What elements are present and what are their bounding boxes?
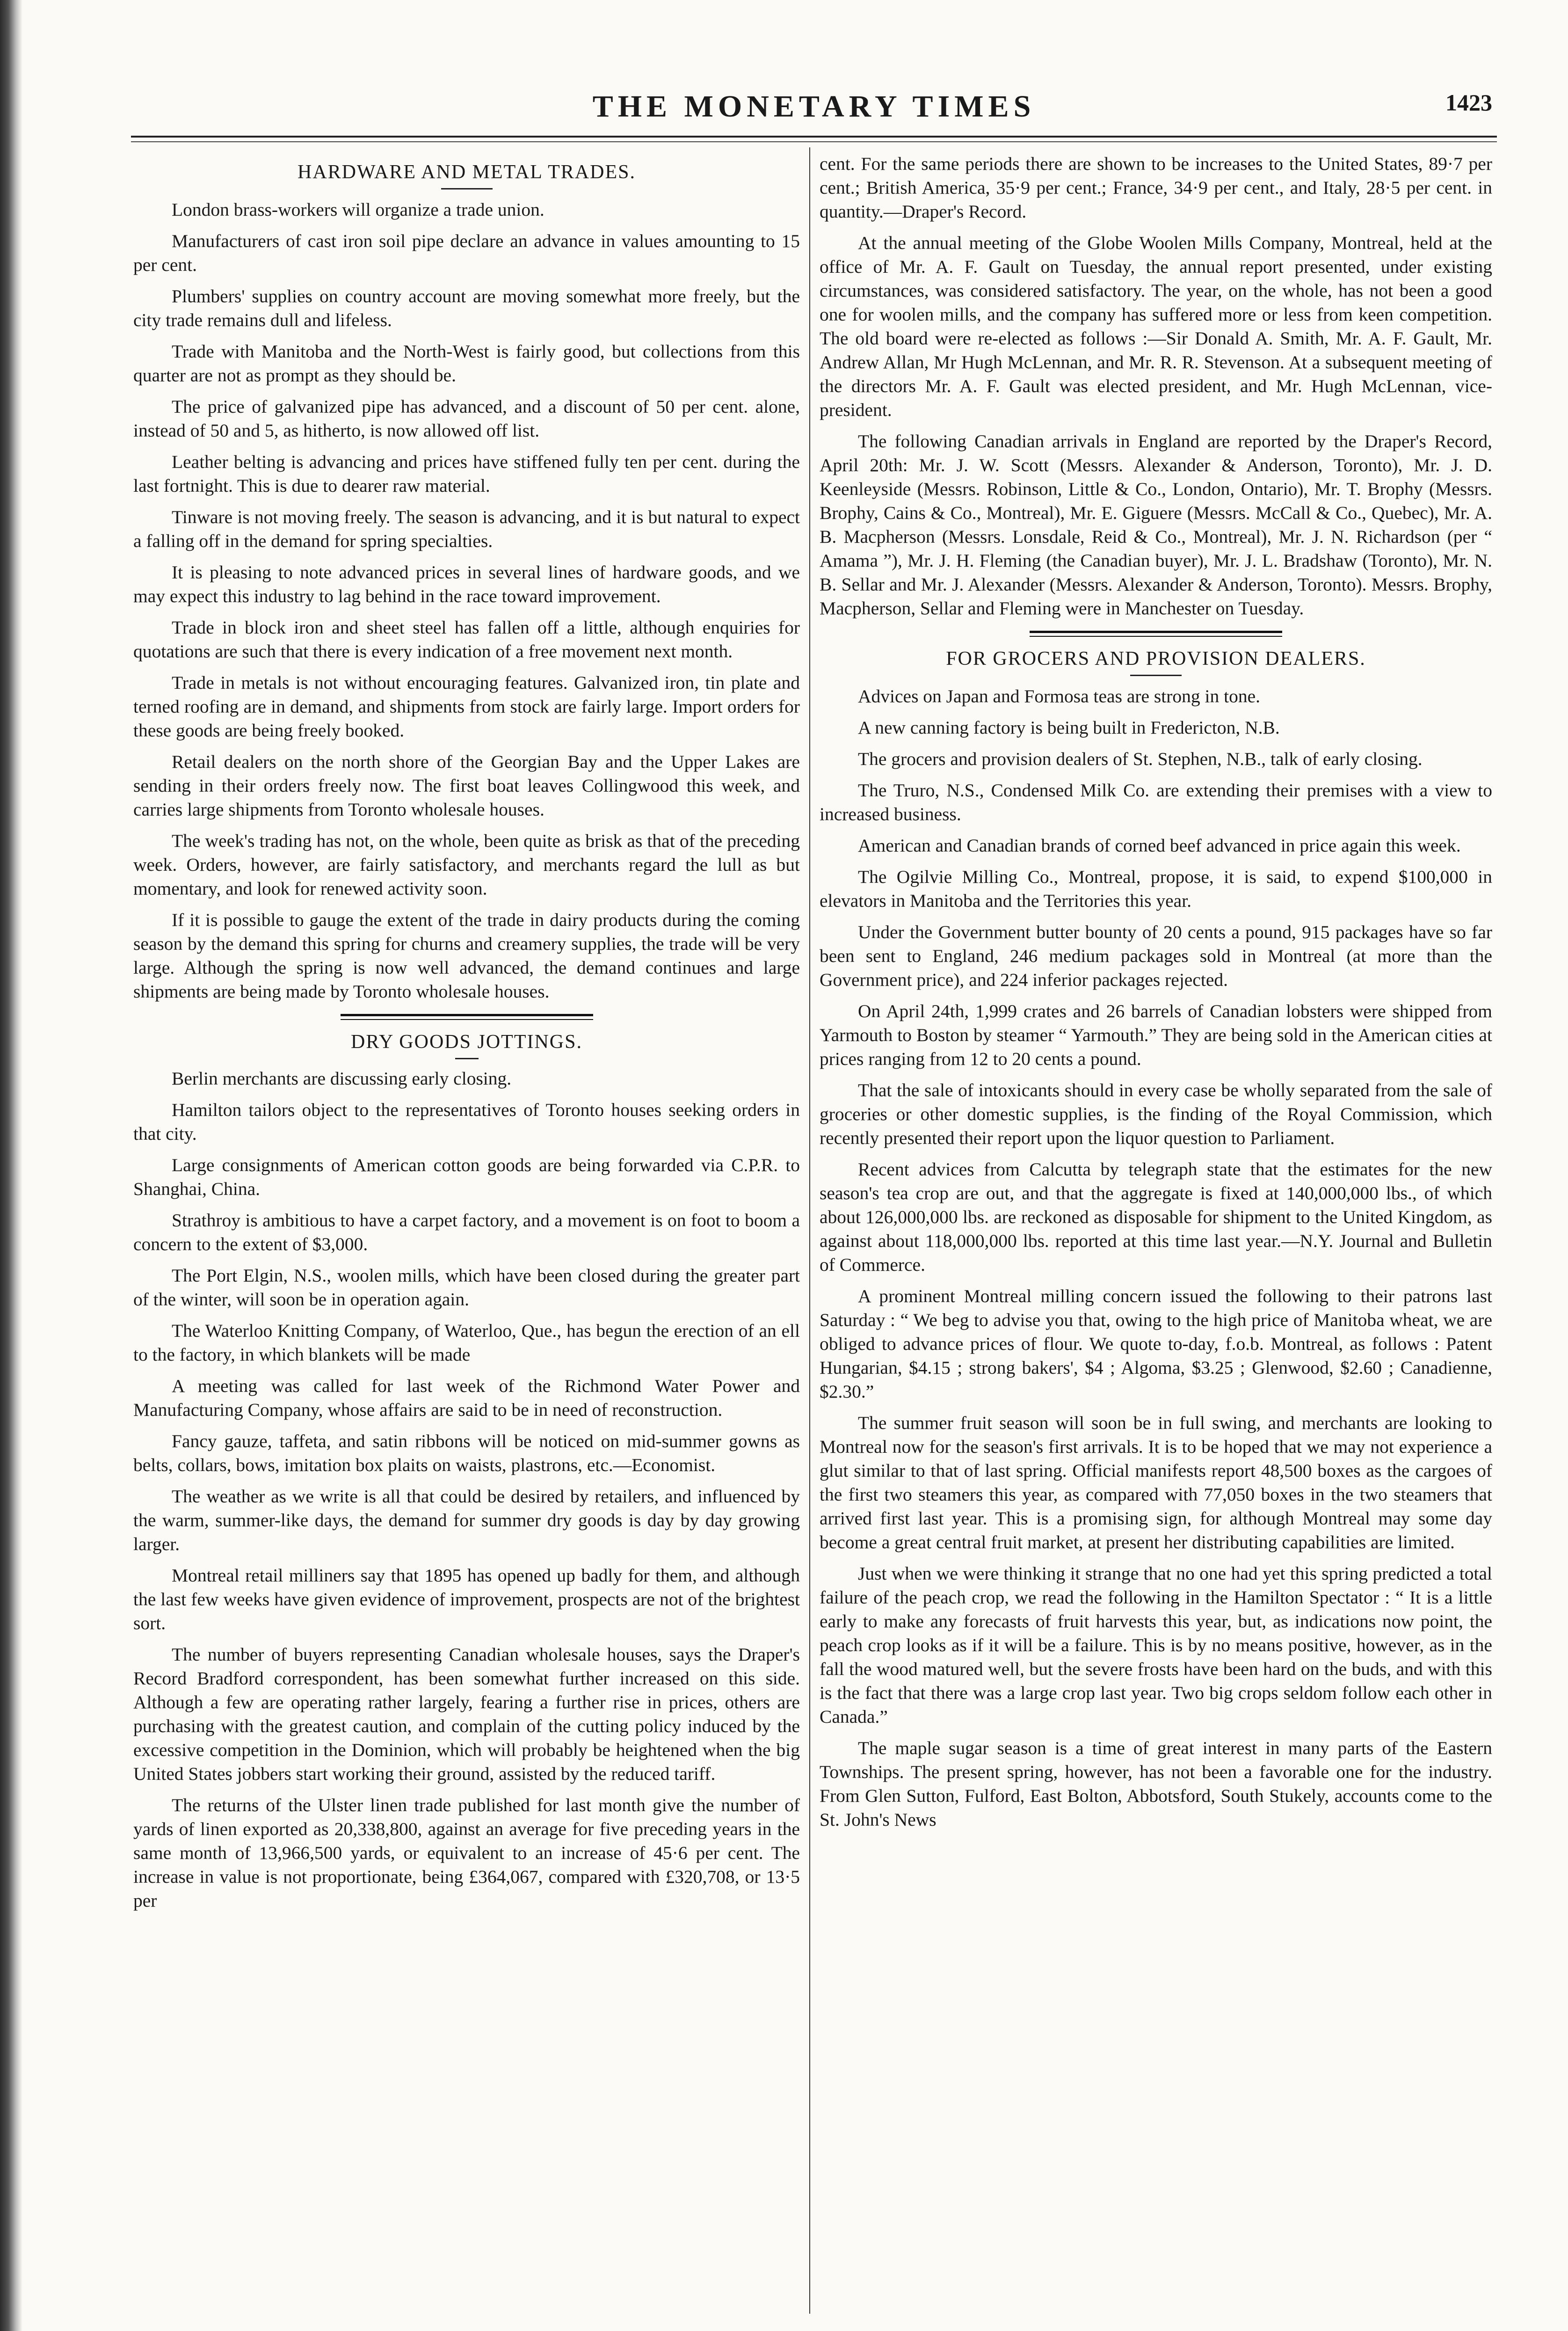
paragraph: The Port Elgin, N.S., woolen mills, which have been closed during the greater part of the winter, will soon be in operation again.: [133, 1265, 800, 1310]
paragraph: Berlin merchants are discussing early closing.: [172, 1068, 512, 1089]
continued-paragraph: cent. For the same periods there are shown to be increases to the United States, 89·7 per cent.; British America, 35·9 per cent.; France, 34·9 per cent., and Italy, 28·5 per cent. in quantity.—Draper's Record.: [820, 153, 1492, 222]
paragraph: Hamilton tailors object to the representatives of Toronto houses seeking orders in that city.: [133, 1100, 800, 1144]
section-title-dry-goods: DRY GOODS JOTTINGS.: [351, 1031, 582, 1053]
header-rule: [131, 136, 1497, 138]
paragraph: A meeting was called for last week of the Richmond Water Power and Manufacturing Company, whose affairs are said to be in need of reconstruction.: [133, 1376, 800, 1420]
paragraph: The Truro, N.S., Condensed Milk Co. are extending their premises with a view to increased business.: [820, 780, 1492, 824]
section-rule: [1130, 675, 1182, 676]
paragraph: Plumbers' supplies on country account are moving somewhat more freely, but the city trade remains dull and lifeless.: [133, 286, 800, 330]
paragraph: Fancy gauze, taffeta, and satin ribbons will be noticed on mid-summer gowns as belts, collars, bows, imitation box plaits on waists, plastrons, etc.—Economist.: [133, 1431, 800, 1475]
hardware-article: [133, 198, 800, 1004]
left-column: [133, 152, 800, 2314]
page-number: 1423: [1445, 89, 1492, 116]
publication-title: THE MONETARY TIMES: [592, 89, 1036, 124]
paragraph: London brass-workers will organize a trade union.: [172, 199, 544, 220]
section-rule: [441, 188, 493, 189]
column-divider: [809, 147, 810, 2314]
paragraph: Trade with Manitoba and the North-West is fairly good, but collections from this quarter are not as prompt as they should be.: [133, 341, 800, 386]
right-column: [820, 152, 1492, 2314]
paragraph: The week's trading has not, on the whole, been quite as brisk as that of the preceding week. Orders, however, are fairly satisfactory, and merchants regard the lull as but momentary, and look for renewed activity soon.: [133, 830, 800, 899]
paragraph: It is pleasing to note advanced prices in several lines of hardware goods, and we may expect this industry to lag behind in the race toward improvement.: [133, 562, 800, 606]
paragraph: At the annual meeting of the Globe Woolen Mills Company, Montreal, held at the office of Mr. A. F. Gault on Tuesday, the annual report presented, under existing circumstances, was considered satisfactory. The year, on the whole, has not been a good one for woolen mills, and the company has suffered more or less from keen competition. The old board were re-elected as follows :—Sir Donald A. Smith, Mr. A. F. Gault, Mr. Andrew Allan, Mr Hugh McLennan, and Mr. R. R. Stevenson. At a subsequent meeting of the directors Mr. A. F. Gault was elected president, and Mr. Hugh McLennan, vice-president.: [820, 233, 1492, 420]
paragraph: A new canning factory is being built in Fredericton, N.B.: [858, 717, 1280, 738]
paragraph: Trade in block iron and sheet steel has fallen off a little, although enquiries for quotations are such that there is every indication of a free movement next month.: [133, 617, 800, 662]
paragraph: Recent advices from Calcutta by telegraph state that the estimates for the new season's tea crop are out, and that the aggregate is fixed at 140,000,000 lbs., of which about 126,000,000 lbs. are reckoned as disposable for shipment to the United Kingdom, as against about 118,000,000 lbs. reported at this time last year.—N.Y. Journal and Bulletin of Commerce.: [820, 1159, 1492, 1275]
paragraph: Tinware is not moving freely. The season is advancing, and it is but natural to expect a falling off in the demand for spring specialties.: [133, 507, 800, 551]
section-title-grocers: FOR GROCERS AND PROVISION DEALERS.: [946, 648, 1366, 670]
paragraph: American and Canadian brands of corned beef advanced in price again this week.: [858, 835, 1461, 856]
paragraph: Montreal retail milliners say that 1895 has opened up badly for them, and although the last few weeks have given evidence of improvement, prospects are not of the brightest sort.: [133, 1565, 800, 1633]
section-rule: [455, 1058, 479, 1059]
paragraph: The following Canadian arrivals in England are reported by the Draper's Record, April 20th: Mr. J. W. Scott (Messrs. Alexander & Anderson, Toronto), Mr. J. D. Keenleyside (Messrs. Robinson, Little & Co., London, Ontario), Mr. T. Brophy (Messrs. Brophy, Cains & Co., Montreal), Mr. E. Giguere (Messrs. McCall & Co., Quebec), Mr. A. B. Macpherson (Messrs. Lonsdale, Reid & Co., Montreal), Mr. J. N. Richardson (per “ Amama ”), Mr. J. H. Fleming (the Canadian buyer), Mr. J. L. Bradshaw (Toronto), Mr. N. B. Sellar and Mr. J. Alexander (Messrs. Alexander & Anderson, Toronto). Messrs. Brophy, Macpherson, Sellar and Fleming were in Manchester on Tuesday.: [820, 431, 1492, 619]
paragraph: The summer fruit season will soon be in full swing, and merchants are looking to Montreal now for the season's first arrivals. It is to be hoped that we may not experience a glut similar to that of last spring. Official manifests report 48,500 boxes as the cargoes of the first two steamers this year, as compared with 77,050 boxes in the two steamers that arrived first last year. This is a promising sign, for although Montreal may some day become a great central fruit market, at present her distributing capabilities are limited.: [820, 1413, 1492, 1552]
paragraph: The maple sugar season is a time of great interest in many parts of the Eastern Townships. The present spring, however, has not been a favorable one for the industry. From Glen Sutton, Fulford, East Bolton, Abbotsford, South Stukely, accounts come to the St. John's News: [820, 1738, 1492, 1830]
paragraph: The weather as we write is all that could be desired by retailers, and influenced by the warm, summer-like days, the demand for summer dry goods is day by day growing larger.: [133, 1486, 800, 1554]
paragraph: The grocers and provision dealers of St. Stephen, N.B., talk of early closing.: [858, 749, 1423, 769]
paragraph: Manufacturers of cast iron soil pipe declare an advance in values amounting to 15 per cent.: [133, 231, 800, 275]
section-title-hardware: HARDWARE AND METAL TRADES.: [298, 161, 636, 183]
page-binding-edge: [0, 0, 22, 2331]
paragraph: Trade in metals is not without encouraging features. Galvanized iron, tin plate and terned roofing are in demand, and shipments from stock are fairly large. Import orders for these goods are being freely booked.: [133, 672, 800, 741]
paragraph: That the sale of intoxicants should in every case be wholly separated from the sale of groceries or other domestic supplies, is the finding of the Royal Commission, which recently presented their report upon the liquor question to Parliament.: [820, 1080, 1492, 1148]
paragraph: On April 24th, 1,999 crates and 26 barrels of Canadian lobsters were shipped from Yarmouth to Boston by steamer “ Yarmouth.” They are being sold in the American cities at prices ranging from 12 to 20 cents a pound.: [820, 1001, 1492, 1069]
paragraph: Leather belting is advancing and prices have stiffened fully ten per cent. during the last fortnight. This is due to dearer raw material.: [133, 452, 800, 496]
paragraph: Under the Government butter bounty of 20 cents a pound, 915 packages have so far been sent to England, 246 medium packages sold in Montreal (at more than the Government price), and 224 inferior packages rejected.: [820, 922, 1492, 990]
section-separator: [341, 1014, 593, 1020]
paragraph: Large consignments of American cotton goods are being forwarded via C.P.R. to Shanghai, China.: [133, 1155, 800, 1199]
grocers-article: [820, 685, 1492, 1832]
paragraph: Retail dealers on the north shore of the Georgian Bay and the Upper Lakes are sending in their orders freely now. The first boat leaves Collingwood this week, and carries large shipments from Toronto wholesale houses.: [133, 751, 800, 820]
paragraph: Advices on Japan and Formosa teas are strong in tone.: [858, 686, 1261, 707]
dry-goods-article: [133, 1067, 800, 1913]
paragraph: The Ogilvie Milling Co., Montreal, propose, it is said, to expend $100,000 in elevators in Manitoba and the Territories this year.: [820, 867, 1492, 911]
paragraph: The price of galvanized pipe has advanced, and a discount of 50 per cent. alone, instead of 50 and 5, as hitherto, is now allowed off list.: [133, 396, 800, 441]
paragraph: A prominent Montreal milling concern issued the following to their patrons last Saturday : “ We beg to advise you that, owing to the high price of Manitoba wheat, we are obliged to advance prices of flour. We quote to-day, f.o.b. Montreal, as follows : Patent Hungarian, $4.15 ; strong bakers', $4 ; Algoma, $3.25 ; Glenwood, $2.60 ; Canadienne, $2.30.”: [820, 1286, 1492, 1402]
masthead: [136, 89, 1492, 126]
paragraph: Just when we were thinking it strange that no one had yet this spring predicted a total failure of the peach crop, we read the following in the Hamilton Spectator : “ It is a little early to make any forecasts of fruit harvests this year, but, as indications now point, the peach crop looks as if it will be a failure. This is by no means positive, however, as in the fall the wood matured well, but the severe frosts have been hard on the buds, and with this is the fact that there was a large crop last year. Two big crops seldom follow each other in Canada.”: [820, 1563, 1492, 1727]
section-separator: [1030, 631, 1282, 637]
paragraph: The number of buyers representing Canadian wholesale houses, says the Draper's Record Bradford correspondent, has been somewhat further increased on this side. Although a few are operating rather largely, fearing a further rise in prices, others are purchasing with the greatest caution, and complain of the cutting policy induced by the excessive competition in the Dominion, which will probably be heightened when the big United States jobbers start working their ground, assisted by the reduced tariff.: [133, 1644, 800, 1784]
paragraph: The returns of the Ulster linen trade published for last month give the number of yards of linen exported as 20,338,800, against an average for five preceding years in the same month of 13,966,500 yards, or equivalent to an increase of 45·6 per cent. The increase in value is not proportionate, being £364,067, compared with £320,708, or 13·5 per: [133, 1795, 800, 1911]
paragraph: The Waterloo Knitting Company, of Waterloo, Que., has begun the erection of an ell to the factory, in which blankets will be made: [133, 1320, 800, 1365]
header-rule-thin: [131, 141, 1497, 142]
paragraph: Strathroy is ambitious to have a carpet factory, and a movement is on foot to boom a concern to the extent of $3,000.: [133, 1210, 800, 1254]
paragraph: If it is possible to gauge the extent of the trade in dairy products during the coming season by the demand this spring for churns and creamery supplies, the trade will be very large. Although the spring is now well advanced, the demand continues and large shipments are being made by Toronto wholesale houses.: [133, 910, 800, 1002]
